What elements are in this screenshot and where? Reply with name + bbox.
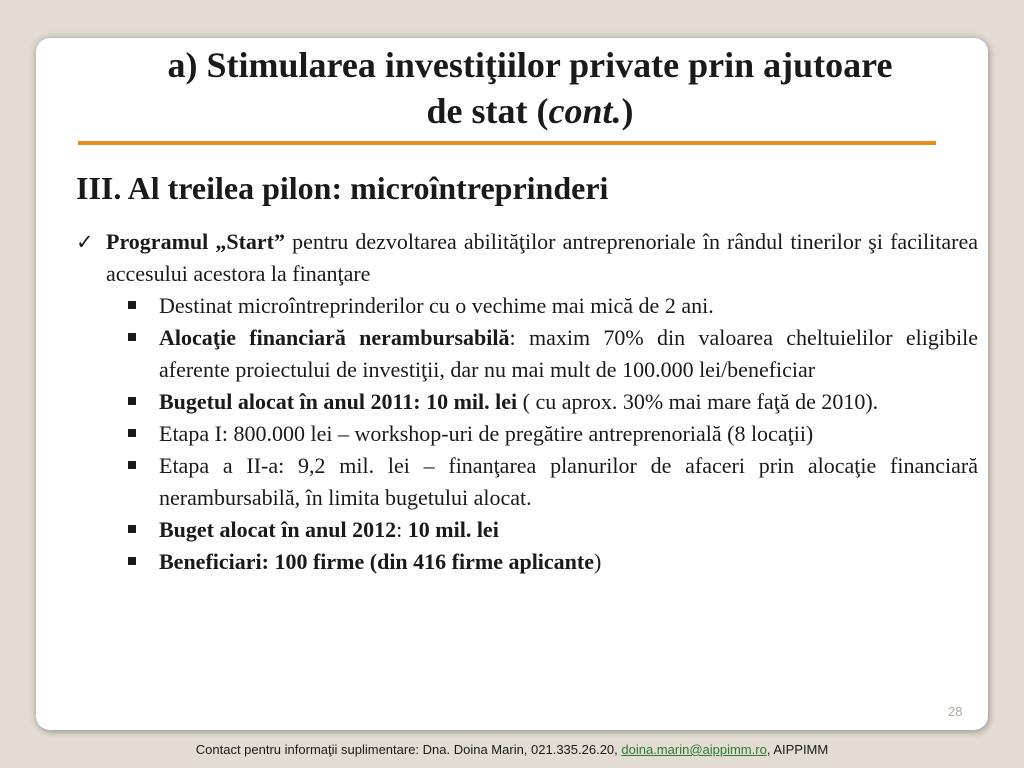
- footer-email-link[interactable]: doina.marin@aippimm.ro: [621, 742, 767, 757]
- sub-bullet-text: Destinat microîntreprinderilor cu o vechime mai mică de 2 ani.: [159, 293, 714, 318]
- page-number: 28: [948, 704, 963, 719]
- sub-bullet-bold-value: 10 mil. lei: [407, 517, 499, 542]
- square-bullet-icon: [128, 301, 136, 309]
- footer-suffix: , AIPPIMM: [766, 742, 829, 757]
- sub-bullet-item: [120, 546, 978, 578]
- square-bullet-icon: [128, 557, 136, 565]
- footer-contact: [0, 742, 1024, 757]
- sub-bullet-bold: Buget alocat în anul 2012: [159, 517, 397, 542]
- sub-bullet-bold: Beneficiari: 100 firme (din 416 firme aplicante: [159, 549, 595, 574]
- sub-bullet-bold: Bugetul alocat în anul 2011: 10 mil. lei: [159, 389, 518, 414]
- content-body: [76, 226, 978, 578]
- title-line-2-pre: de stat (: [426, 91, 549, 131]
- sub-bullet-item: [120, 418, 978, 450]
- title-line-2-italic: cont.: [548, 91, 622, 131]
- slide-title: [80, 42, 980, 134]
- sub-bullet-text: ): [594, 549, 602, 574]
- square-bullet-icon: [128, 525, 136, 533]
- check-list-item: [76, 226, 978, 290]
- sub-bullet-text: :: [396, 517, 408, 542]
- sub-bullet-bold: Alocaţie financiară nerambursabilă: [159, 325, 510, 350]
- checkmark-icon: ✓: [76, 230, 94, 254]
- square-bullet-icon: [128, 397, 136, 405]
- sub-bullet-list: [120, 290, 978, 578]
- square-bullet-icon: [128, 429, 136, 437]
- sub-bullet-item: [120, 322, 978, 386]
- title-underline: [78, 141, 936, 145]
- sub-bullet-item: [120, 386, 978, 418]
- title-line-2-post: ): [621, 91, 634, 131]
- title-line-1: a) Stimularea investiţiilor private prin ajutoare: [167, 45, 893, 85]
- sub-bullet-text: Etapa a II-a: 9,2 mil. lei – finanţarea planurilor de afaceri prin alocaţie financiară nerambursabilă, în limita bugetului alocat.: [159, 453, 978, 510]
- title-line-2: [80, 88, 980, 134]
- footer-text: Contact pentru informaţii suplimentare: Dna. Doina Marin, 021.335.26.20,: [195, 742, 622, 757]
- square-bullet-icon: [128, 333, 136, 341]
- section-heading: III. Al treilea pilon: microîntreprinderi: [76, 170, 609, 206]
- sub-bullet-item: [120, 290, 978, 322]
- sub-bullet-text: : maxim 70% din valoarea cheltuielilor eligibile aferente proiectului de investiţii, dar nu mai mult de 100.000 lei/beneficiar: [159, 325, 978, 382]
- square-bullet-icon: [128, 461, 136, 469]
- program-description: pentru dezvoltarea abilităţilor antreprenoriale în rândul tinerilor şi facilitarea accesului acestora la finanţare: [106, 229, 978, 286]
- program-name: Programul „Start”: [106, 229, 285, 254]
- sub-bullet-text: Etapa I: 800.000 lei – workshop-uri de pregătire antreprenorială (8 locaţii): [159, 421, 814, 446]
- sub-bullet-item: [120, 450, 978, 514]
- sub-bullet-item: [120, 514, 978, 546]
- sub-bullet-text: ( cu aprox. 30% mai mare faţă de 2010).: [517, 389, 879, 414]
